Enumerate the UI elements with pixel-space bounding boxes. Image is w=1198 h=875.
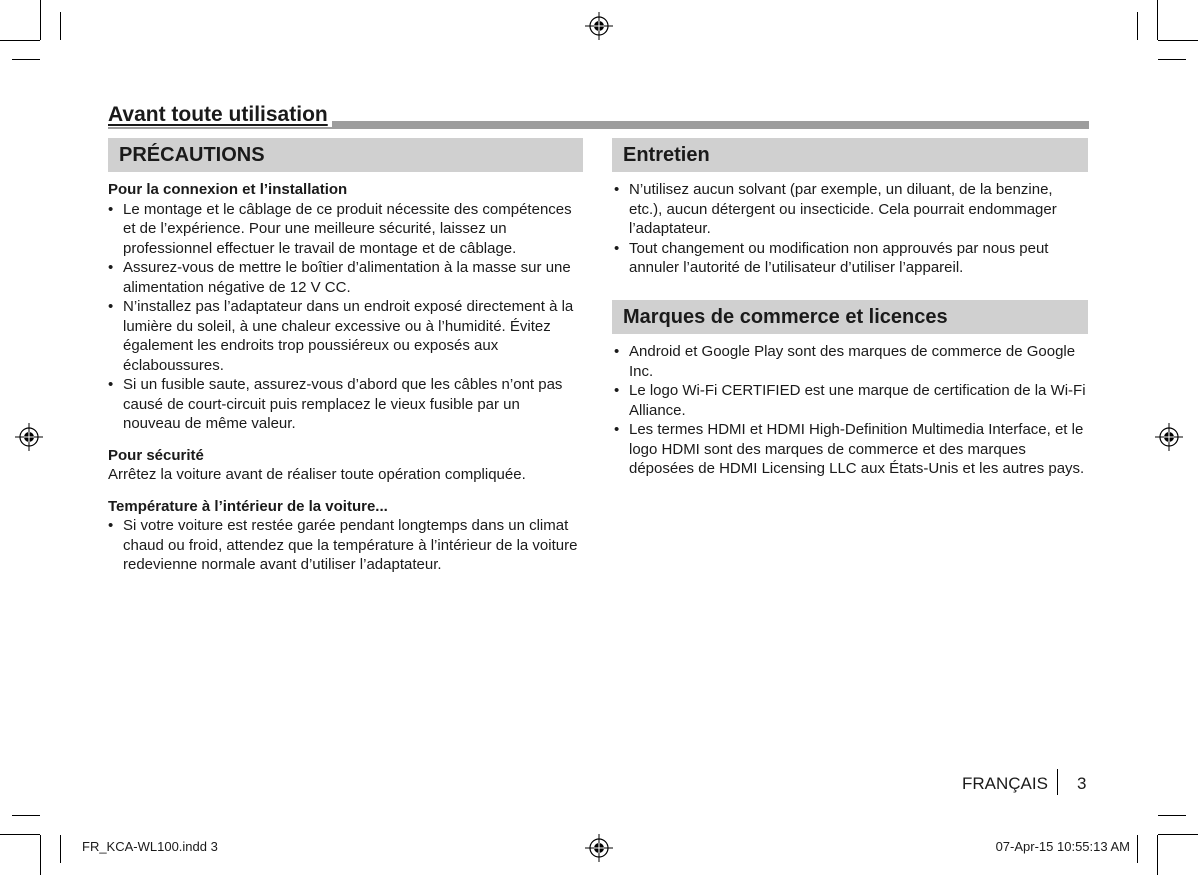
list-item: • N’utilisez aucun solvant (par exemple, un diluant, de la benzine, etc.), aucun détergent ou insecticide. Cela pourrait endommager l’adaptateur. xyxy=(614,180,1090,239)
list-item: • Assurez-vous de mettre le boîtier d’alimentation à la masse sur une alimentation négative de 12 V CC. xyxy=(108,258,580,297)
list-item: • Tout changement ou modification non approuvés par nous peut annuler l’autorité de l’utilisateur d’utiliser l’appareil. xyxy=(614,239,1090,278)
crop-mark xyxy=(40,835,41,875)
crop-mark xyxy=(1158,59,1186,60)
subheading-installation: Pour la connexion et l’installation xyxy=(108,181,348,198)
crop-mark xyxy=(1158,40,1198,41)
slug-filename: FR_KCA-WL100.indd 3 xyxy=(82,839,218,854)
temperature-list xyxy=(108,516,580,575)
registration-mark-icon xyxy=(585,12,613,40)
crop-mark xyxy=(40,0,41,40)
crop-mark xyxy=(0,40,40,41)
list-item: • N’installez pas l’adaptateur dans un endroit exposé directement à la lumière du soleil, à une chaleur excessive ou à l’humidité. Évitez également les endroits trop poussiéreux ou exposés aux éclaboussures. xyxy=(108,297,580,375)
section-heading-maintenance: Entretien xyxy=(612,138,1088,172)
crop-mark xyxy=(0,834,40,835)
crop-mark xyxy=(1137,12,1138,40)
crop-mark xyxy=(60,12,61,40)
list-item: • Les termes HDMI et HDMI High-Definition Multimedia Interface, et le logo HDMI sont des marques de commerce et des marques déposées de HDMI Licensing LLC aux États-Unis et les autres pays. xyxy=(614,420,1090,479)
section-heading-precautions: PRÉCAUTIONS xyxy=(108,138,583,172)
list-item: • Le montage et le câblage de ce produit nécessite des compétences et de l’expérience. Pour une meilleure sécurité, laissez un professionnel effectuer le travail de montage et de câblage. xyxy=(108,200,580,259)
crop-mark xyxy=(1157,835,1158,875)
list-item: • Android et Google Play sont des marques de commerce de Google Inc. xyxy=(614,342,1090,381)
installation-list xyxy=(108,200,580,434)
crop-mark xyxy=(1158,815,1186,816)
slug-timestamp: 07-Apr-15 10:55:13 AM xyxy=(995,839,1130,854)
crop-mark xyxy=(12,59,40,60)
list-item: • Le logo Wi-Fi CERTIFIED est une marque de certification de la Wi-Fi Alliance. xyxy=(614,381,1090,420)
trademarks-list xyxy=(614,342,1090,479)
list-item: • Si un fusible saute, assurez-vous d’abord que les câbles n’ont pas causé de court-circuit puis remplacez le vieux fusible par un nouveau de même valeur. xyxy=(108,375,580,434)
page-number: 3 xyxy=(1077,774,1087,793)
precautions-column xyxy=(108,180,580,575)
crop-mark xyxy=(60,835,61,863)
list-item: • Si votre voiture est restée garée pendant longtemps dans un climat chaud ou froid, attendez que la température à l’intérieur de la voiture redevienne normale avant d’utiliser l’adaptateur. xyxy=(108,516,580,575)
registration-mark-icon xyxy=(1155,423,1183,451)
maintenance-column xyxy=(614,180,1090,278)
crop-mark xyxy=(12,815,40,816)
subheading-temperature: Température à l’intérieur de la voiture... xyxy=(108,497,388,515)
page-title: Avant toute utilisation xyxy=(108,103,332,127)
trademarks-column xyxy=(614,342,1090,479)
safety-text: Arrêtez la voiture avant de réaliser toute opération compliquée. xyxy=(108,466,526,483)
language-label: FRANÇAIS xyxy=(962,774,1048,793)
crop-mark xyxy=(1137,835,1138,863)
subheading-safety: Pour sécurité xyxy=(108,446,204,464)
crop-mark xyxy=(1158,834,1198,835)
footer-divider xyxy=(1057,769,1058,795)
section-heading-trademarks: Marques de commerce et licences xyxy=(612,300,1088,334)
registration-mark-icon xyxy=(15,423,43,451)
registration-mark-icon xyxy=(585,834,613,862)
crop-mark xyxy=(1157,0,1158,40)
maintenance-list xyxy=(614,180,1090,278)
